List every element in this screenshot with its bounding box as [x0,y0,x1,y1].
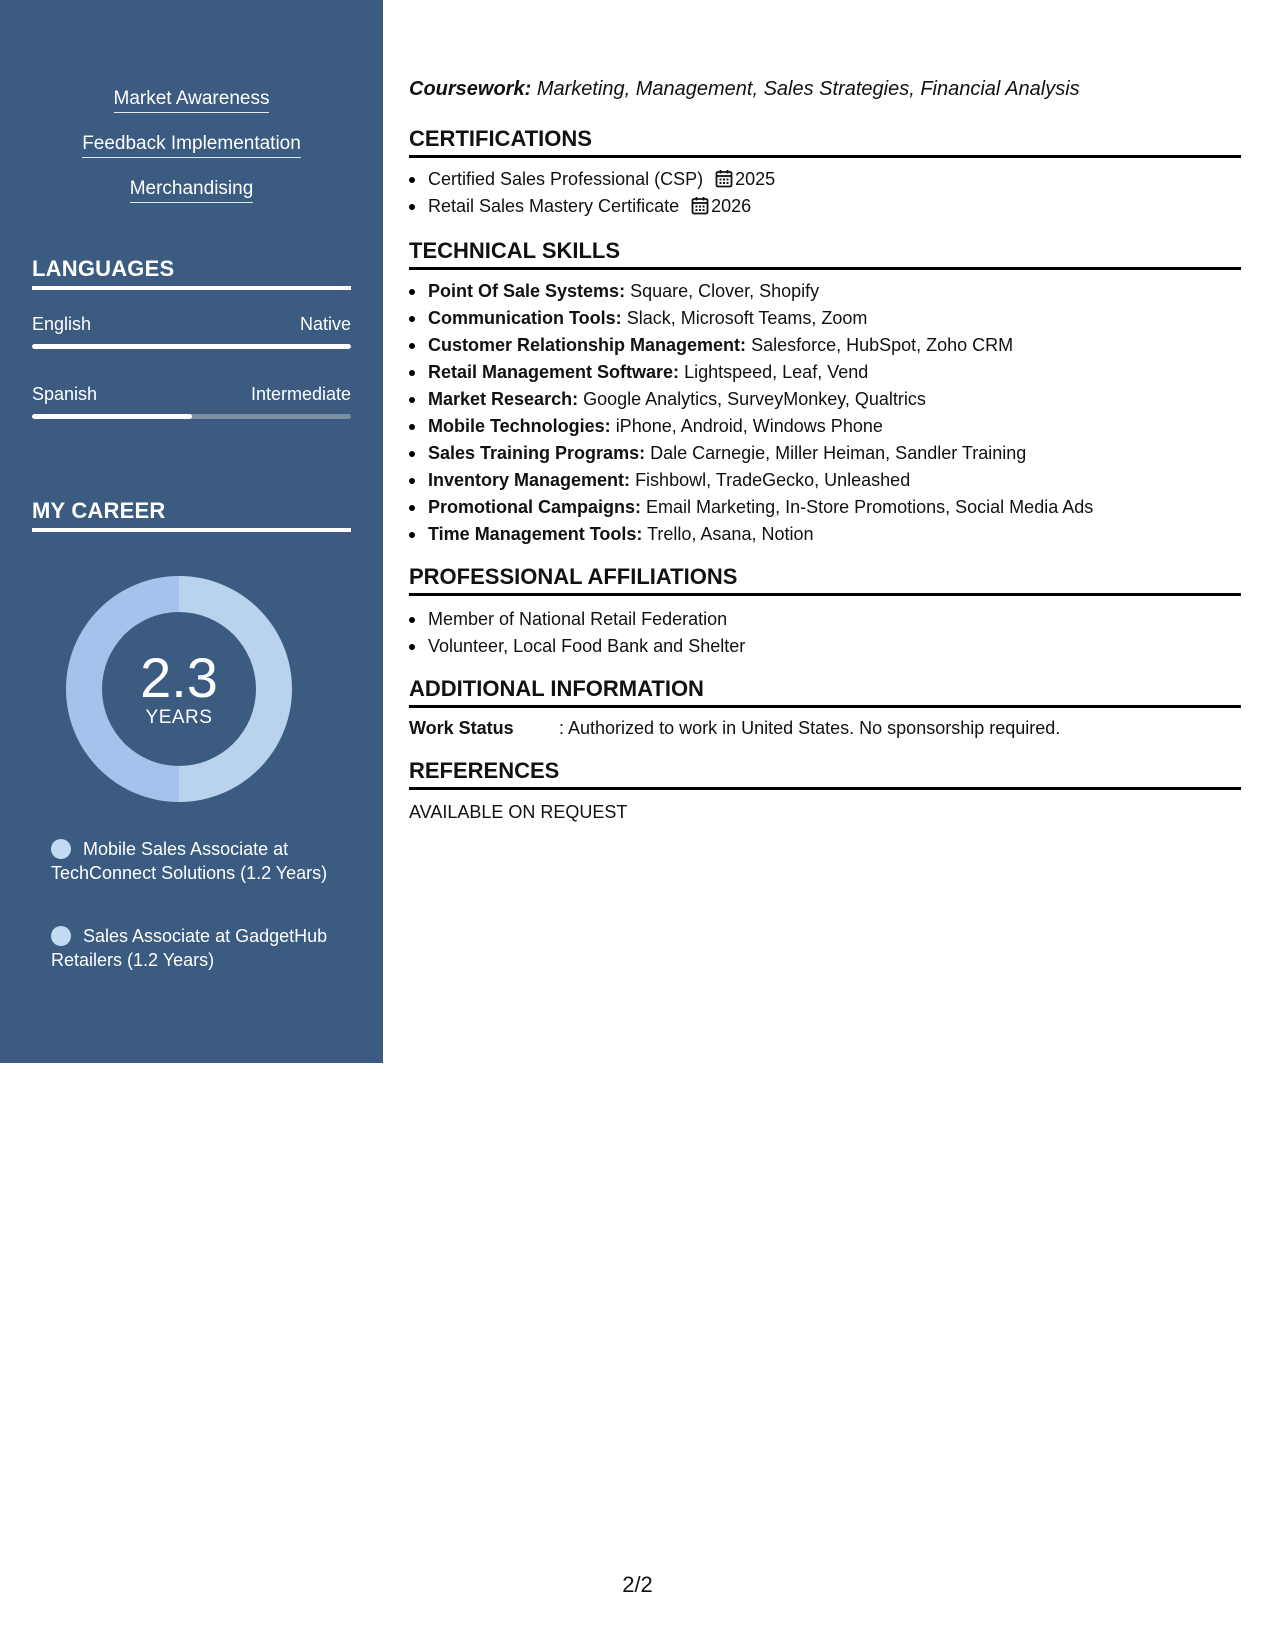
certification-item [428,193,775,220]
affiliations-list [428,606,745,660]
technical-skill-item [428,494,1093,521]
languages-heading: LANGUAGES [32,256,351,290]
career-item-text: Mobile Sales Associate at TechConnect Solutions (1.2 Years) [51,839,328,883]
career-heading: MY CAREER [32,498,351,532]
skill-tools: Google Analytics, SurveyMonkey, Qualtrics [583,389,926,409]
technical-skill-item [428,278,1093,305]
skill-tools: Slack, Microsoft Teams, Zoom [626,308,868,328]
skill-tools: Square, Clover, Shopify [630,281,820,301]
skill-label[interactable]: Feedback Implementation [82,133,301,158]
work-status-row [409,718,1060,739]
career-total [66,576,292,802]
affiliation-item: Volunteer, Local Food Bank and Shelter [428,633,745,660]
certifications-heading: CERTIFICATIONS [409,126,1241,158]
skill-category: Retail Management Software: [428,362,680,382]
certification-year: 2025 [735,169,776,189]
skill-category: Communication Tools: [428,308,622,328]
skill-tools: Email Marketing, In-Store Promotions, Social Media Ads [646,497,1094,517]
technical-skill-item [428,332,1093,359]
language-bar [32,344,351,349]
career-total-value: 2.3 [140,646,218,709]
references-heading: REFERENCES [409,758,1241,790]
career-donut-chart [66,576,292,802]
language-row [32,384,351,405]
work-status-label: Work Status [409,718,514,738]
skill-tools: Lightspeed, Leaf, Vend [684,362,869,382]
references-text: AVAILABLE ON REQUEST [409,802,628,822]
additional-info-heading: ADDITIONAL INFORMATION [409,676,1241,708]
calendar-icon [691,196,709,215]
skill-category: Customer Relationship Management: [428,335,747,355]
work-status-value: : Authorized to work in United States. No sponsorship required. [559,718,1061,738]
skill-tools: Dale Carnegie, Miller Heiman, Sandler Training [650,443,1027,463]
certification-name: Retail Sales Mastery Certificate [428,196,680,216]
coursework [409,78,1080,101]
skill-link[interactable] [0,133,383,158]
language-name: English [32,314,92,334]
technical-skill-item [428,440,1093,467]
skill-label[interactable]: Merchandising [130,178,254,203]
calendar-icon [715,169,733,188]
technical-skill-item [428,386,1093,413]
career-item-text: Sales Associate at GadgetHub Retailers (1.2 Years) [51,926,328,970]
language-bar-fill [32,414,192,419]
technical-skill-item [428,467,1093,494]
certification-name: Certified Sales Professional (CSP) [428,169,704,189]
language-level: Native [299,314,351,334]
skill-category: Mobile Technologies: [428,416,611,436]
language-bar [32,414,351,419]
skill-tools: Fishbowl, TradeGecko, Unleashed [635,470,911,490]
language-bar-fill [32,344,351,349]
career-dot-icon [51,839,71,859]
skill-category: Point Of Sale Systems: [428,281,626,301]
technical-skills-heading: TECHNICAL SKILLS [409,238,1241,270]
skill-category: Market Research: [428,389,579,409]
skill-link[interactable] [0,88,383,113]
technical-skills-list [428,278,1093,548]
career-dot-icon [51,926,71,946]
sidebar [0,0,383,1063]
coursework-text: Marketing, Management, Sales Strategies, Financial Analysis [536,78,1080,100]
skill-category: Inventory Management: [428,470,631,490]
certification-year: 2026 [711,196,752,216]
page-number: 2/2 [622,1572,653,1597]
affiliations-heading: PROFESSIONAL AFFILIATIONS [409,564,1241,596]
skill-category: Promotional Campaigns: [428,497,642,517]
affiliation-item: Member of National Retail Federation [428,606,745,633]
language-name: Spanish [32,384,98,404]
skill-tools: Salesforce, HubSpot, Zoho CRM [751,335,1014,355]
technical-skill-item [428,305,1093,332]
technical-skill-item [428,413,1093,440]
skill-link[interactable] [0,178,383,203]
career-item [51,837,336,885]
skill-category: Sales Training Programs: [428,443,646,463]
skill-label[interactable]: Market Awareness [114,88,270,113]
coursework-label: Coursework: [409,78,532,100]
career-total-unit: YEARS [145,707,213,728]
skill-tools: iPhone, Android, Windows Phone [615,416,883,436]
language-row [32,314,351,335]
skill-category: Time Management Tools: [428,524,643,544]
certifications-list [428,166,775,220]
technical-skill-item [428,359,1093,386]
language-level: Intermediate [250,384,351,404]
career-item [51,924,336,972]
technical-skill-item [428,521,1093,548]
certification-item [428,166,775,193]
skill-tools: Trello, Asana, Notion [647,524,814,544]
